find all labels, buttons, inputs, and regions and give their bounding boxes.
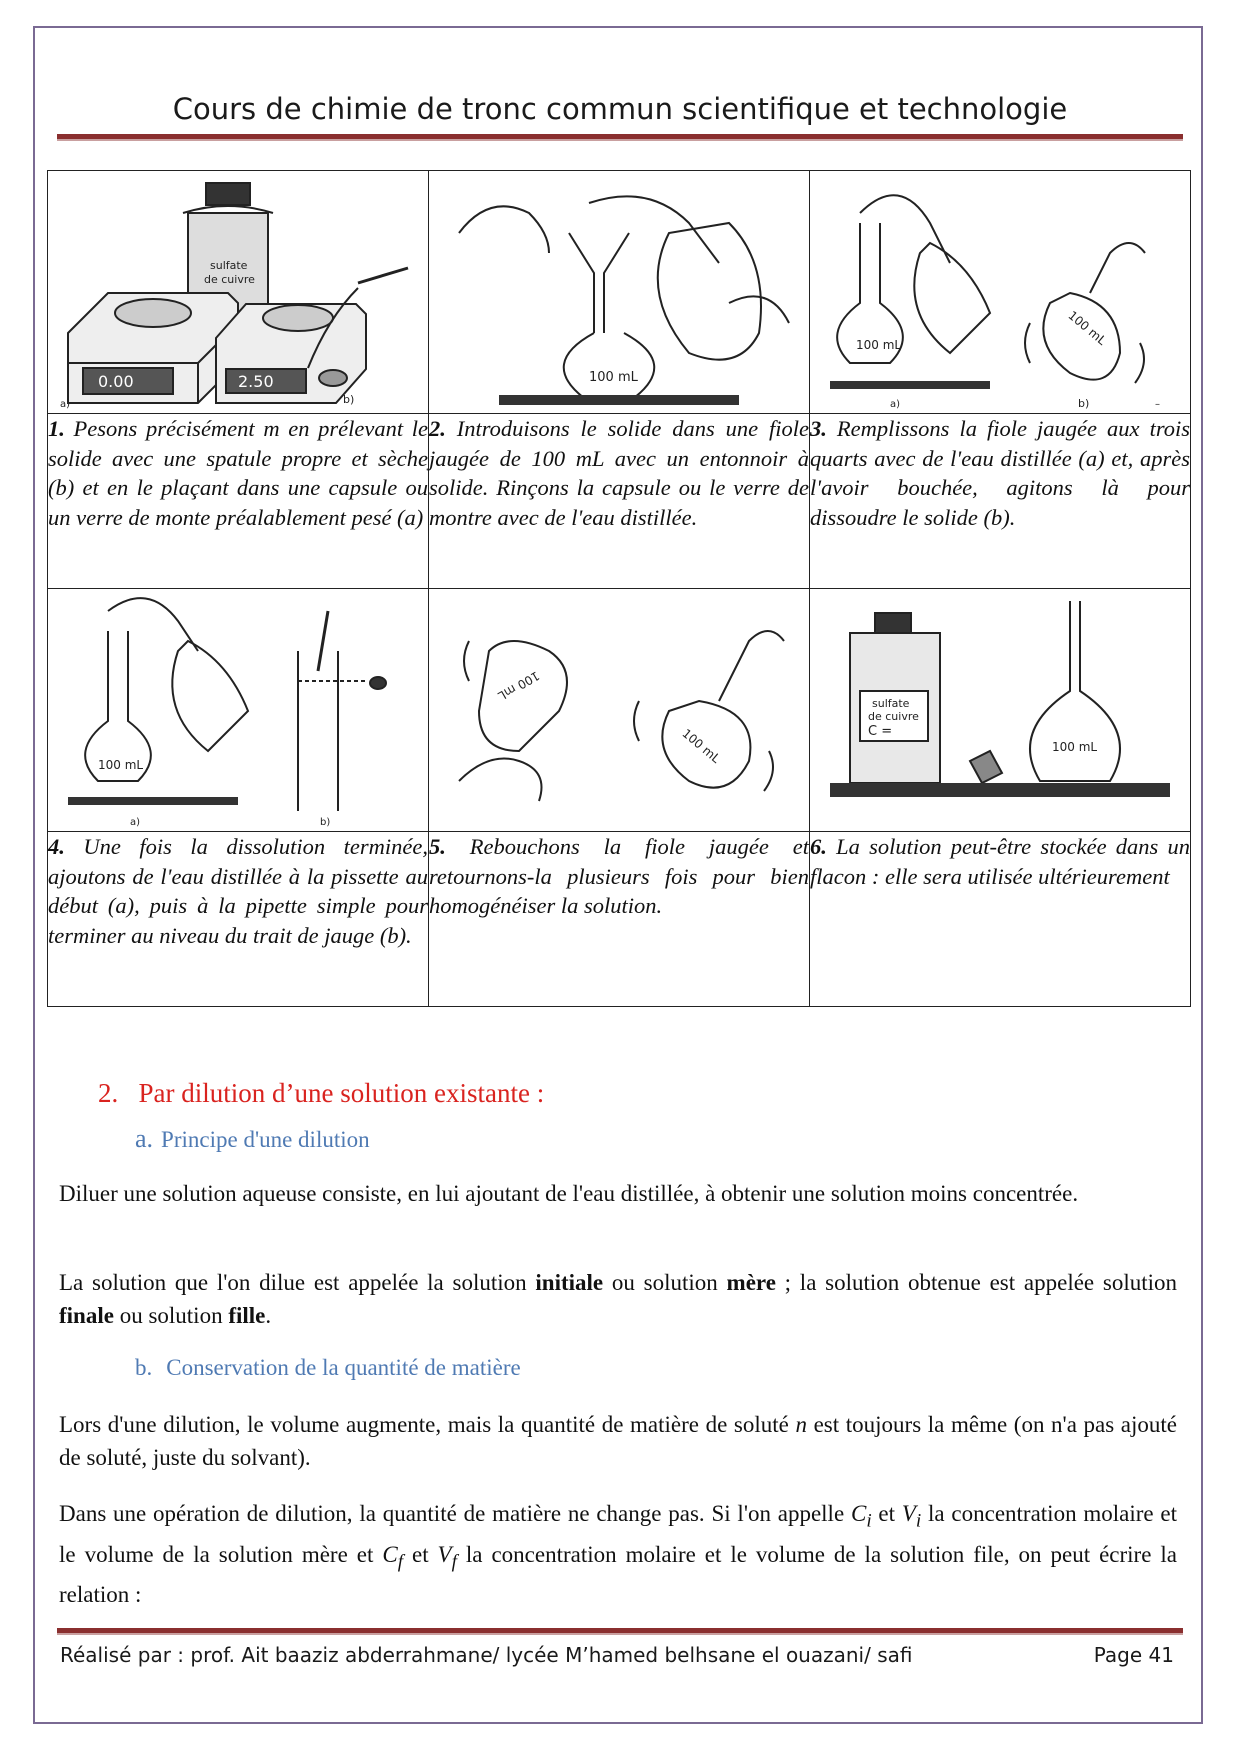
p2-text-i: . xyxy=(265,1303,272,1328)
step-6-body: La solution peut-être stockée dans un flacon : elle sera utilisée ultérieurement xyxy=(810,834,1191,889)
header-title: Cours de chimie de tronc commun scientifique et technologie xyxy=(172,92,1068,126)
paragraph-1: Diluer une solution aqueuse consiste, en lui ajoutant de l'eau distillée, à obtenir une solution moins concentrée. xyxy=(59,1181,1079,1206)
illus3-label-b: b) xyxy=(1078,397,1090,410)
p2-text-a: La solution que l'on dilue est appelée la solution xyxy=(59,1270,536,1295)
step-6-number: 6. xyxy=(810,834,827,859)
illus4-label-b: b) xyxy=(320,817,331,828)
step-6-text xyxy=(810,832,1191,1007)
illustration-4-cell xyxy=(48,589,429,832)
p2-bold-mere: mère xyxy=(726,1270,776,1295)
subheading-a-title: Principe d'une dilution xyxy=(161,1127,370,1152)
p4-symbol-cf-sub: f xyxy=(397,1551,404,1573)
illus2-flask-label: 100 mL xyxy=(589,370,638,385)
p4-symbol-ci-sub: i xyxy=(866,1510,872,1532)
step-4-text xyxy=(48,832,429,1007)
illus1-label-b: b) xyxy=(343,393,355,406)
scale-b-readout: 2.50 xyxy=(238,372,274,391)
paragraph-3 xyxy=(59,1408,1177,1474)
illustration-5-cell xyxy=(429,589,810,832)
step-5-body: Rebouchons la fiole jaugée et retournons-la plusieurs fois pour bien homogénéiser la solution. xyxy=(429,834,809,918)
illus5-flask-label-1: 100 mL xyxy=(495,668,542,704)
illustration-1-cell xyxy=(48,171,429,414)
illus3-corner-mark: – xyxy=(1155,399,1160,410)
illus6-bottle-label-2: de cuivre xyxy=(868,710,919,723)
step-2-body: Introduisons le solide dans une fiole jaugée de 100 mL avec un entonnoir à solide. Rinçons la capsule ou le verre de montre avec de l'eau distillée. xyxy=(429,416,809,530)
paragraph-2 xyxy=(59,1266,1177,1332)
step-2-number: 2. xyxy=(429,416,446,441)
illus6-bottle-label-1: sulfate xyxy=(872,697,910,710)
p4-symbol-vf-sub: f xyxy=(451,1551,457,1573)
step-4-number: 4. xyxy=(48,834,65,859)
procedure-table xyxy=(47,170,1191,1007)
step-3-body: Remplissons la fiole jaugée aux trois quarts avec de l'eau distillée (a) et, après l'avoir bouchée, agitons là pour dissoudre le solide (b). xyxy=(810,416,1190,530)
p2-text-c: ou solution xyxy=(603,1270,727,1295)
bottle-label-2: de cuivre xyxy=(204,273,255,286)
p4-symbol-ci: C xyxy=(850,1501,867,1526)
p4-symbol-vf: V xyxy=(437,1541,452,1567)
p3-text-a: Lors d'une dilution, le volume augmente, mais la quantité de matière de soluté xyxy=(59,1412,796,1437)
illus6-bottle-label-3: C = xyxy=(868,724,893,739)
p2-bold-finale: finale xyxy=(59,1303,114,1328)
step-3-number: 3. xyxy=(810,416,827,441)
illus4-flask-label: 100 mL xyxy=(98,758,144,772)
illustration-3-cell xyxy=(810,171,1191,414)
step-4-body: Une fois la dissolution terminée, ajoutons de l'eau distillée à la pissette au début (a), puis à la pipette simple pour terminer au niveau du trait de jauge (b). xyxy=(48,834,429,948)
illustration-2-cell xyxy=(429,171,810,414)
p4-text-c: la concentration molaire et le volume de la solution mère et xyxy=(59,1501,1177,1567)
step-1-body: Pesons précisément m en prélevant le solide avec une spatule propre et sèche (b) et en le plaçant dans une capsule ou un verre de monte préalablement pesé (a) xyxy=(48,416,428,530)
subheading-b xyxy=(135,1355,521,1381)
step-3-text xyxy=(810,414,1191,589)
illus3-label-a: a) xyxy=(890,399,901,410)
illus3-flask-label: 100 mL xyxy=(856,338,902,352)
section-heading xyxy=(98,1078,544,1109)
section-number: 2. xyxy=(98,1078,119,1108)
illustration-weighing xyxy=(58,173,418,411)
illustration-adjusting xyxy=(58,591,418,829)
footer-credit: Réalisé par : prof. Ait baaziz abderrahmane/ lycée M’hamed belhsane el ouazani/ safi xyxy=(60,1643,913,1667)
subheading-a xyxy=(135,1124,370,1154)
header-rule xyxy=(57,134,1183,141)
illus1-label-a: a) xyxy=(60,399,71,410)
p4-text-e: la concentration molaire et le volume de la solution file, on peut écrire la relation : xyxy=(59,1541,1177,1608)
p4-symbol-vi-sub: i xyxy=(915,1510,922,1532)
scale-a-readout: 0.00 xyxy=(98,372,134,391)
bottle-label-1: sulfate xyxy=(210,259,248,272)
subheading-a-letter: a. xyxy=(135,1124,154,1153)
p4-symbol-vi: V xyxy=(901,1501,916,1526)
p4-symbol-cf: C xyxy=(382,1541,398,1567)
p3-text-c: est toujours la même (on n'a pas ajouté de soluté, juste du solvant). xyxy=(59,1412,1177,1470)
step-5-text xyxy=(429,832,810,1007)
p4-text-a: Dans une opération de dilution, la quantité de matière ne change pas. Si l'on appelle xyxy=(59,1501,851,1526)
illustration-storage xyxy=(820,591,1180,829)
p2-text-e: ; la solution obtenue est appelée solution xyxy=(775,1270,1178,1295)
step-1-text xyxy=(48,414,429,589)
illus6-flask-label: 100 mL xyxy=(1052,740,1098,754)
p3-italic-n: n xyxy=(795,1412,807,1437)
p4-text-b: et xyxy=(871,1501,902,1526)
illus3-flask-label-tilted: 100 mL xyxy=(1065,308,1109,348)
p4-text-d: et xyxy=(403,1541,438,1567)
illus5-flask-label-2: 100 mL xyxy=(679,726,723,766)
subheading-b-title: Conservation de la quantité de matière xyxy=(166,1355,521,1380)
illustration-6-cell xyxy=(810,589,1191,832)
footer-rule xyxy=(57,1628,1183,1635)
illustration-homogenizing xyxy=(439,591,799,829)
paragraph-4 xyxy=(59,1497,1177,1611)
illus4-label-a: a) xyxy=(130,817,141,828)
subheading-b-letter: b. xyxy=(135,1355,153,1380)
step-2-text xyxy=(429,414,810,589)
footer-page-number: Page 41 xyxy=(1093,1643,1174,1667)
p2-bold-fille: fille xyxy=(228,1303,266,1328)
p2-bold-initiale: initiale xyxy=(535,1270,604,1295)
section-title: Par dilution d’une solution existante : xyxy=(138,1078,545,1108)
p2-text-g: ou solution xyxy=(113,1303,229,1328)
step-1-number: 1. xyxy=(48,416,65,441)
illustration-filling xyxy=(820,173,1180,411)
step-5-number: 5. xyxy=(429,834,446,859)
illustration-funnel xyxy=(439,173,799,411)
